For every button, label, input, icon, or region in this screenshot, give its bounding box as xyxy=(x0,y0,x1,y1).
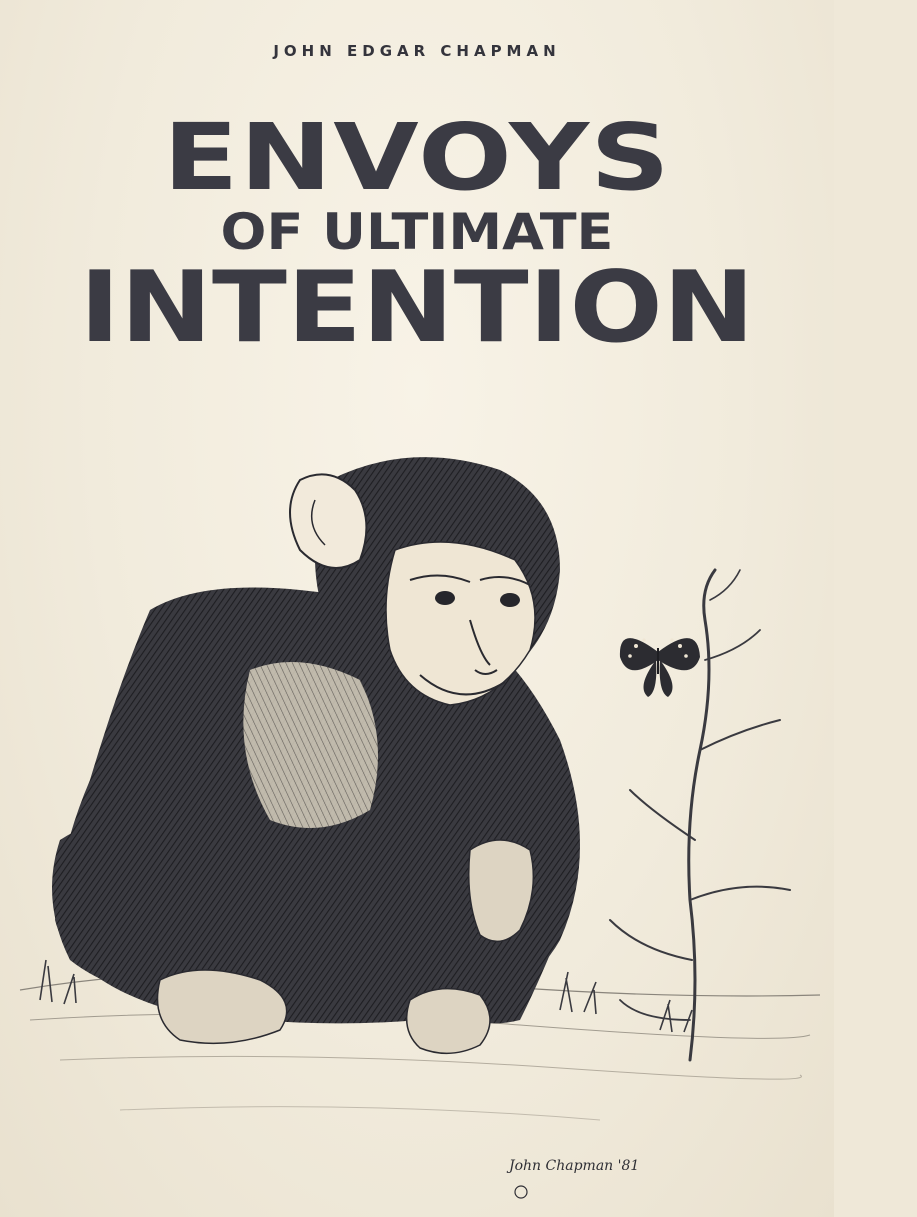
artist-signature xyxy=(505,1148,640,1203)
title-line-3: INTENTION xyxy=(79,251,755,365)
signature-text: John Chapman '81 xyxy=(509,1158,640,1174)
title-line-1: ENVOYS xyxy=(163,104,671,211)
title-line-2: OF ULTIMATE xyxy=(220,203,614,261)
cover-illustration xyxy=(0,420,834,1217)
butterfly-icon xyxy=(620,638,700,697)
book-title xyxy=(0,104,834,365)
author-name: JOHN EDGAR CHAPMAN xyxy=(273,42,561,60)
chimpanzee-icon xyxy=(52,457,580,1053)
